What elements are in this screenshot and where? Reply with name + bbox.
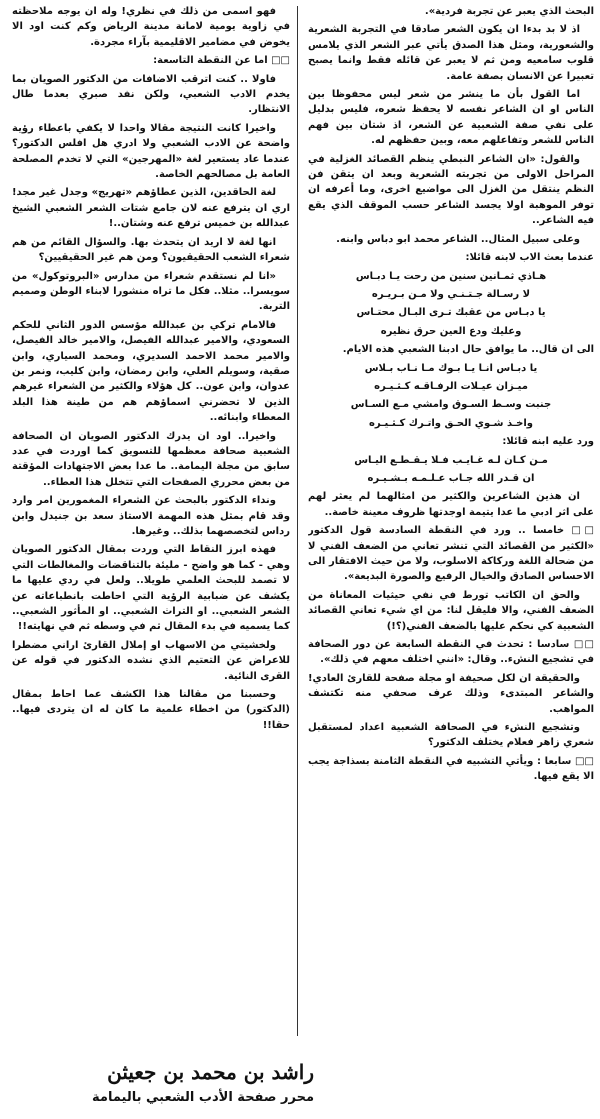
article-paragraph: اذ لا بد بدءا ان يكون الشعر صادقا في التجربة الشعرية والشعورية، ومثل هذا الصدق يأتي عبر الشعر الذي يلامس قلوب سامعيه ومن ثم لا يعبر عن قائله فقط وانما يصبح تعبيرا عن الانسان بصفة عامة.	[308, 24, 594, 82]
article-paragraph: □□ خامسا .. ورد في النقطة السادسة قول الدكتور «الكثير من القصائد التي تنشر تعاني من الضعف الفني لا من ضحالة اللغة وركاكة الاسلوب، ولا من حيث الافتقار الى الاحساس الصادق والخيال الرفيع والصورة البديعة».	[308, 525, 594, 583]
article-paragraph: عندما بعث الاب لابنه قائلا:	[465, 252, 594, 264]
author-signature	[14, 1057, 314, 1109]
article-paragraph: وعلى سبيل المثال.. الشاعر محمد ابو دباس وابنه.	[336, 233, 580, 245]
article-paragraph: ونداء الدكتور بالبحث عن الشعراء المغمورين امر وارد وقد قام بمثل هذه المهمة الاستاذ سعد بن جنيدل وابن رداس لتخصصهما بذلك.. وغيرها.	[12, 495, 290, 537]
article-paragraph: انها لغة لا اريد ان يتحدث بها. والسؤال القائم من هم شعراء الشعب الحقيقيون؟ ومن هم غير الحقيقيين؟	[12, 236, 290, 264]
article-paragraph: ولخشيتي من الاسهاب او إملال القارئ اراني مضطرا للاعراض عن التعتيم الذي نشده الدكتور في قوله عن القرى النائية.	[12, 639, 290, 682]
article-paragraph: الى ان قال.. ما يوافق حال ادبنا الشعبي هذه الايام.	[342, 344, 594, 356]
author-name: راشد بن محمد بن جعيثن	[107, 1060, 314, 1084]
poem-verse: ان قـدر الله جـاب عـلـمـه بـشـيـره	[367, 472, 535, 484]
article-paragraph: فهو اسمى من ذلك في نظري! وله ان يوجه ملاحظته في زاوية يومية لامانة مدينة الرياض وكم كنت اود الا يخوض في مضامير الاقليمية بآراء مجردة.	[12, 6, 290, 48]
poem-verse: واخـذ شـوي الحـق واتـرك كـثـيـره	[368, 417, 534, 429]
poem-verse: جنبت وسـط السـوق وامشي مـع السـاس	[350, 399, 552, 411]
column-divider	[297, 6, 298, 1036]
article-paragraph: فاولا .. كنت اترقب الاضافات من الدكتور الصويان بما يخدم الادب الشعبي، ولكن نفد صبري بعدما طال الانتظار.	[12, 73, 290, 116]
article-paragraph: والحق ان الكاتب تورط في نفي حيثيات المعاناة من الضعف الفني، والا فليقل لنا: من اي شيء تعاني القصائد الشعبية كي نحكم عليها بالضعف الفني(؟!)	[308, 589, 594, 632]
article-paragraph: فالامام تركي بن عبدالله مؤسس الدور الثاني للحكم السعودي، والامير عبدالله الفيصل، والامير خالد الفيصل، والامير محمد الاحمد السديري، ومحمد السياري، وابن صقية، وسويلم العلي، وابن رمضان، وابن كليب، ونمر بن عدوان، وابن عون.. كل هؤلاء والكثير من الشعراء غيرهم الذين لا تحضرني اسماؤهم هم من طينة هذا البلد المعطاء وابنائه..	[12, 319, 290, 424]
poem-verse: ميـزان عيـلات الرفـاقـه كـثـيـره	[374, 380, 528, 392]
article-column-left	[12, 4, 290, 1044]
article-paragraph: والحقيقة ان لكل صحيفة او مجلة صفحة للقارئ العادي! والشاعر المبتدىء وذلك عرف صحفي منه تكتشف المواهب.	[308, 672, 594, 715]
article-paragraph: □□ سابعا : ويأتي التشبيه في النقطة الثامنة بسذاجة يجب الا يقع فيها.	[308, 755, 594, 783]
article-paragraph: فهذه ابرز النقاط التي وردت بمقال الدكتور الصويان وهي - كما هو واضح - مليئة بالتناقضات والمغالطات التي لا تصمد للبحث العلمي طويلا.. ولعل في ردي عليها ما يكشف عن ضبابية الرؤية التي احاطت بانطباعاته عن الشعر الشعبي.. او التراث الشعبي.. او المأثور الشعبي.. كما يسميه في بدء المقال ثم في وسطه ثم في نهايته!!	[12, 544, 290, 633]
poem-verse: يا دبـاس انـا يـا بـوك مـا نـاب بـلاس	[364, 362, 538, 374]
article-paragraph: اما القول بأن ما ينشر من شعر ليس محفوظا بين الناس او ان الشاعر نفسه لا يحفظ شعره، فليس بدليل على نفي صفة الشعبية عن الشعر، اذ شتان بين فهم الناس للشعر وتفاعلهم معه، وبين حفظهم له.	[308, 89, 594, 147]
author-title: محرر صفحة الأدب الشعبي باليمامة	[92, 1090, 314, 1105]
poem-verse: لا رسـالة جـتـنـي ولا مـن بـريـره	[371, 288, 531, 300]
article-paragraph: واخيرا كانت النتيجة مقالا واحدا لا يكفي باعطاء رؤية واضحة عن الادب الشعبي ولا ادري هل افلس الدكتور؟ عندما عاد يستعير لغة «المهرجين» التي لا تخدم المصلحة العامة بل مصالحهم الخاصة.	[12, 122, 290, 181]
poem-verse: يا دبـاس من عقبك تـرى البـال محتـاس	[356, 307, 546, 319]
poem-verse: وعليك ودع العين حرق نظيره	[380, 325, 522, 337]
article-paragraph: وحسبنا من مقالنا هذا الكشف عما احاط بمقال (الدكتور) من اخطاء علمية ما كان له ان يتردى فيها.. حقا!!	[12, 689, 290, 731]
article-paragraph: ان هذين الشاعرين والكثير من امثالهما لم يعثر لهم على اثر ادبي ما عدا يتيمة اوجدتها ظروف معينة خاصة..	[308, 491, 594, 518]
poem-verse: هـاذي ثمـانين سنين من رحت يـا دبـاس	[355, 270, 547, 282]
article-paragraph: لغة الحاقدين، الذين عطاؤهم «تهريج» وجدل غير مجد! اري ان يترفع عنه لان جامع شتات الشعر الشعبي الشيخ عبدالله بن خميس ترفع عنه وشتان..!	[12, 187, 290, 230]
article-paragraph: «انا لم نستقدم شعراء من مدارس «البروتوكول» من سويسرا.. مثلا.. فكل ما تراه منشورا لابناء الوطن وصميم التربة.	[12, 270, 290, 313]
article-paragraph: والقول: «ان الشاعر النبطي ينظم القصائد الغزلية في المراحل الاولى من تجربته الشعرية وبعد ان يتقن فن النظم ينتقل من الغزل الى مواضيع اخرى، وما أعرفه ان توفر الموهبة اولا يجسد الشاعر حسب الموقف الذي يقع فيه الشاعر..	[308, 153, 594, 227]
poem-verse: مـن كـان لـه غـايـب فـلا يـقـطـع اليـاس	[354, 454, 548, 466]
article-paragraph: البحث الذي يعبر عن تجربة فردية».	[424, 6, 594, 17]
article-paragraph: □□ اما عن النقطة التاسعة:	[153, 55, 290, 67]
article-paragraph: واخيرا.. اود ان يدرك الدكتور الصويان ان الصحافة الشعبية صحافة معظمها للتسويق كما اوردت في عدد سابق من مجلة اليمامة.. ما عدا بعض الاجتهادات المؤقتة من بعض محرري الصفحات التي تتخلل هذا العطاء..	[12, 430, 290, 488]
article-paragraph: □□ سادسا : تحدث في النقطة السابعة عن دور الصحافة في تشجيع النشء.. وقال: «انني اختلف معهم في ذلك».	[308, 639, 594, 666]
article-paragraph: ورد عليه ابنه قائلا:	[502, 436, 594, 448]
article-paragraph: وتشجيع النشء في الصحافة الشعبية اعداد لمستقبل شعري زاهر فعلام يختلف الدكتور؟	[308, 722, 594, 749]
article-column-right	[308, 4, 594, 1044]
